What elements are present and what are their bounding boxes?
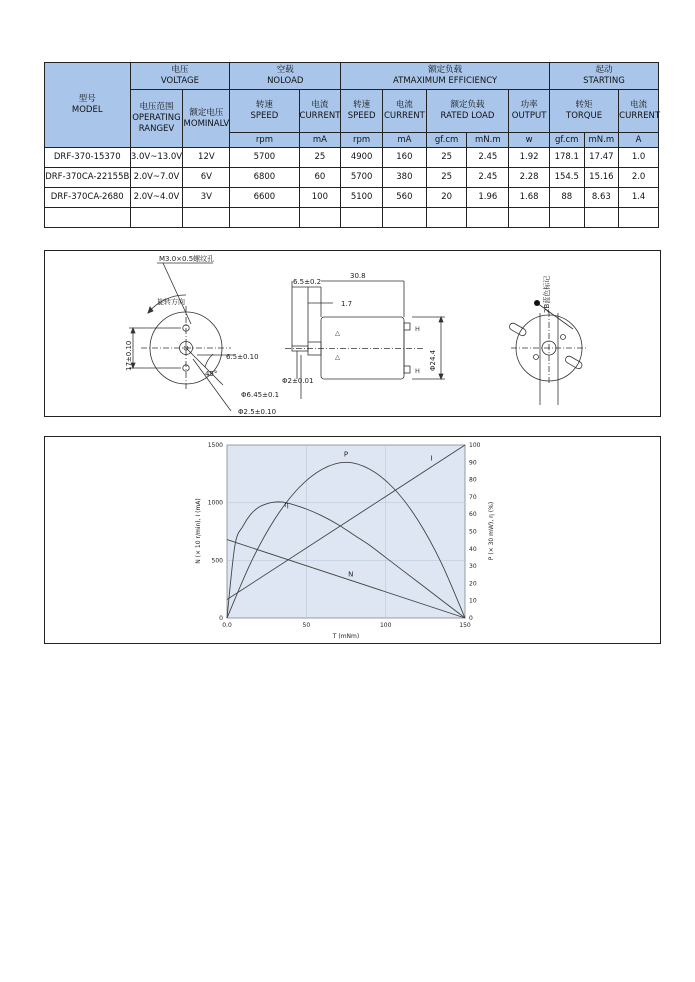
- table-cell: 4900: [341, 148, 383, 168]
- operating-range-header: 电压范围 OPERATING RANGEV: [130, 90, 183, 148]
- unit-cell: mA: [383, 133, 427, 148]
- rotation-label: 旋转方向: [157, 298, 185, 306]
- terminal-sign-bottom: H: [415, 367, 420, 375]
- table-row: [45, 148, 659, 168]
- terminal-top: [404, 323, 410, 330]
- unit-cell: rpm: [341, 133, 383, 148]
- angle-line: [186, 348, 223, 385]
- y-right-tick-label: 100: [469, 442, 481, 449]
- table-cell: 1.4: [619, 188, 659, 208]
- dim-24-4-label: Φ24.4: [429, 349, 437, 371]
- table-cell: 2.45: [467, 148, 509, 168]
- series-label-η: η: [284, 500, 289, 509]
- model-header: 型号 MODEL: [45, 63, 131, 148]
- table-cell: 2.0V~7.0V: [130, 168, 183, 188]
- table-cell: 2.28: [509, 168, 550, 188]
- unit-cell: w: [509, 133, 550, 148]
- series-label-I: I: [430, 454, 433, 463]
- plot-area: [227, 445, 465, 618]
- table-row-empty: [45, 208, 659, 228]
- table-cell: 2.0: [619, 168, 659, 188]
- table-cell: [584, 208, 619, 228]
- y-right-tick-label: 60: [469, 511, 477, 519]
- table-cell: 2.45: [467, 168, 509, 188]
- dim-17-label: 17±0.10: [125, 340, 133, 371]
- y-right-tick-label: 10: [469, 597, 477, 605]
- table-cell: 5700: [230, 148, 299, 168]
- y-right-tick-label: 30: [469, 563, 477, 571]
- y-right-tick-label: 0: [469, 615, 473, 622]
- y-right-tick-label: 70: [469, 493, 477, 501]
- table-cell: [426, 208, 467, 228]
- dim-1-7-label: 1.7: [341, 300, 353, 308]
- rear-slot-left: [508, 322, 527, 337]
- table-cell: 25: [299, 148, 341, 168]
- table-cell: DRF-370CA-2680: [45, 188, 131, 208]
- x-axis-label: T (mNm): [332, 633, 360, 640]
- table-cell: 160: [383, 148, 427, 168]
- table-cell: 60: [299, 168, 341, 188]
- performance-chart: [45, 437, 660, 643]
- table-cell: 25: [426, 148, 467, 168]
- angle-arc: [205, 354, 213, 367]
- y-left-tick-label: 500: [211, 557, 223, 565]
- table-cell: 560: [383, 188, 427, 208]
- y-left-tick-label: 1000: [207, 499, 223, 507]
- table-cell: [130, 208, 183, 228]
- rated-speed-header: 转速 SPEED: [341, 90, 383, 133]
- table-cell: DRF-370CA-22155B: [45, 168, 131, 188]
- terminal-label-bottom: △: [335, 353, 340, 361]
- noload-header: 空载 NOLOAD: [230, 63, 341, 90]
- table-cell: 1.92: [509, 148, 550, 168]
- table-cell: DRF-370-15370: [45, 148, 131, 168]
- x-tick-label: 0.0: [222, 622, 232, 629]
- dim-45-label: 45°: [205, 370, 218, 378]
- rear-hole-right: [561, 335, 566, 340]
- unit-cell: A: [619, 133, 659, 148]
- y-right-tick-label: 20: [469, 580, 477, 588]
- table-cell: 380: [383, 168, 427, 188]
- dim-6-5-top-label: 6.5±0.2: [293, 278, 322, 286]
- x-tick-label: 100: [379, 622, 392, 629]
- y-right-tick-label: 50: [469, 528, 477, 536]
- rated-load-subheader: 额定负载 RATED LOAD: [426, 90, 508, 133]
- unit-cell: rpm: [230, 133, 299, 148]
- table-cell: [509, 208, 550, 228]
- table-cell: [299, 208, 341, 228]
- table-cell: 3.0V~13.0V: [130, 148, 183, 168]
- table-cell: [467, 208, 509, 228]
- dim-2-5-label: Φ2.5±0.10: [238, 408, 277, 416]
- dim-6-45-label: Φ6.45±0.1: [241, 391, 280, 399]
- rated-load-header: 额定负载 ATMAXIMUM EFFICIENCY: [341, 63, 550, 90]
- y-left-axis-label: N (× 10 r/min), I (mA): [195, 498, 202, 564]
- table-cell: 154.5: [549, 168, 584, 188]
- table-cell: 1.68: [509, 188, 550, 208]
- leader-2-5: [193, 359, 231, 411]
- table-cell: 5700: [341, 168, 383, 188]
- table-row: [45, 168, 659, 188]
- spec-table: [44, 62, 659, 228]
- table-cell: 17.47: [584, 148, 619, 168]
- table-cell: 20: [426, 188, 467, 208]
- table-cell: [183, 208, 230, 228]
- unit-cell: mN.m: [584, 133, 619, 148]
- leader-screw: [163, 263, 191, 324]
- table-row: [45, 188, 659, 208]
- table-cell: 15.16: [584, 168, 619, 188]
- rear-hole-left: [534, 355, 539, 360]
- table-cell: 25: [426, 168, 467, 188]
- starting-current-header: 电流 CURRENT: [619, 90, 659, 133]
- table-cell: [549, 208, 584, 228]
- voltage-header: 电压 VOLTAGE: [130, 63, 230, 90]
- performance-chart-panel: [44, 436, 661, 644]
- table-cell: [619, 208, 659, 228]
- terminal-bottom: [404, 366, 410, 373]
- table-cell: 6V: [183, 168, 230, 188]
- terminal-sign-top: H: [415, 325, 420, 333]
- marker-dot: [534, 300, 540, 306]
- x-tick-label: 50: [302, 622, 311, 629]
- y-right-tick-label: 80: [469, 476, 477, 484]
- table-cell: 1.96: [467, 188, 509, 208]
- nominal-voltage-header: 额定电压 MOMINALV: [183, 90, 230, 148]
- terminal-label-top: △: [335, 329, 340, 337]
- noload-current-header: 电流 CURRENT: [299, 90, 341, 133]
- rated-current-header: 电流 CURRENT: [383, 90, 427, 133]
- table-cell: [341, 208, 383, 228]
- table-cell: [45, 208, 131, 228]
- series-label-N: N: [348, 570, 354, 579]
- motor-body: [321, 317, 404, 379]
- unit-cell: mN.m: [467, 133, 509, 148]
- table-cell: 2.0V~4.0V: [130, 188, 183, 208]
- table-cell: [230, 208, 299, 228]
- unit-cell: mA: [299, 133, 341, 148]
- table-cell: 88: [549, 188, 584, 208]
- unit-cell: gf.cm: [426, 133, 467, 148]
- starting-header: 起动 STARTING: [549, 63, 658, 90]
- dimension-drawing: [44, 250, 661, 417]
- unit-cell: gf.cm: [549, 133, 584, 148]
- torque-header: 转矩 TORQUE: [549, 90, 618, 133]
- y-left-tick-label: 0: [219, 615, 223, 622]
- dim-6-5-front-label: 6.5±0.10: [226, 353, 259, 361]
- table-cell: 6800: [230, 168, 299, 188]
- y-right-tick-label: 40: [469, 545, 477, 553]
- table-cell: 3V: [183, 188, 230, 208]
- table-cell: 12V: [183, 148, 230, 168]
- table-cell: 5100: [341, 188, 383, 208]
- dim-30-8-label: 30.8: [350, 272, 366, 280]
- series-label-P: P: [343, 450, 349, 459]
- table-cell: 100: [299, 188, 341, 208]
- x-tick-label: 150: [459, 622, 471, 629]
- table-cell: 6600: [230, 188, 299, 208]
- table-cell: 1.0: [619, 148, 659, 168]
- table-cell: 8.63: [584, 188, 619, 208]
- drawing-svg: [45, 251, 660, 416]
- table-cell: [383, 208, 427, 228]
- screw-hole-label: M3.0×0.5螺纹孔: [159, 255, 215, 263]
- y-right-axis-label: P (× 30 mW), η (%): [488, 501, 495, 561]
- output-header: 功率 OUTPUT: [509, 90, 550, 133]
- marker-label: 2B蓝色标记: [543, 275, 551, 313]
- table-cell: 178.1: [549, 148, 584, 168]
- dim-shaft-label: Φ2±0.01: [282, 377, 314, 385]
- y-right-tick-label: 90: [469, 459, 477, 467]
- noload-speed-header: 转速 SPEED: [230, 90, 299, 133]
- y-left-tick-label: 1500: [207, 442, 223, 449]
